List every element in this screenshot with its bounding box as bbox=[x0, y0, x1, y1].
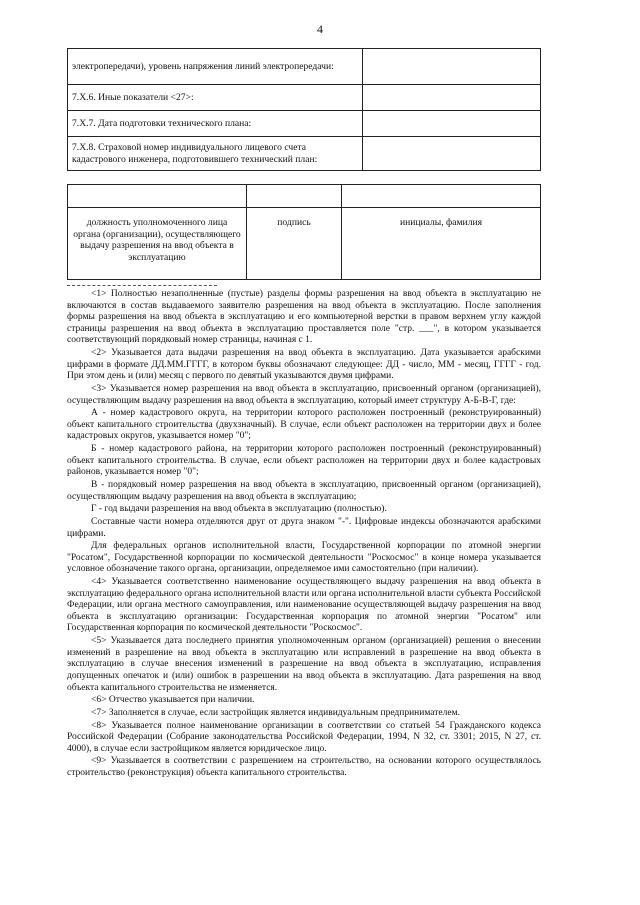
footnote: В - порядковый номер разрешения на ввод объекта в эксплуатацию, присвоенный органом (организацией), осуществляющим выдачу разрешения на ввод объекта в эксплуатацию; bbox=[67, 479, 541, 502]
footnote: Г - год выдачи разрешения на ввод объекта в эксплуатацию (полностью). bbox=[91, 504, 387, 515]
footnotes bbox=[67, 289, 541, 781]
footnote: <3> Указывается номер разрешения на ввод объекта в эксплуатацию, присвоенный органом (организацией), осуществляющим выдачу разрешения на ввод объекта в эксплуатацию, который имеет структуру А-Б-В-Г, где: bbox=[67, 383, 541, 406]
footnote: <7> Заполняется в случае, если застройщик является индивидуальным предпринимателем. bbox=[91, 707, 460, 718]
signature-table bbox=[67, 184, 541, 280]
footnote-separator bbox=[67, 285, 217, 286]
footnote: <5> Указывается дата последнего принятия уполномоченным органом (организацией) решения о внесении изменений в разрешение на ввод объекта в эксплуатацию или исправлений в разрешение на ввод объекта в эксплуатацию в случае внесения изменений в разрешение на ввод объекта в эксплуатацию, исправления допущенных опечаток и (или) ошибок в разрешении на ввод объекта в эксплуатацию. Дата разрешения на ввод объекта капитального строительства не изменяется. bbox=[67, 636, 541, 693]
technical-plan-table bbox=[67, 48, 541, 171]
table-row bbox=[68, 49, 541, 85]
row-label: 7.X.6. Иные показатели <27>: bbox=[68, 85, 363, 111]
footnote: Составные части номера отделяются друг от друга знаком "-". Цифровые индексы обозначаются арабскими цифрами. bbox=[67, 516, 541, 539]
row-value bbox=[363, 111, 541, 137]
position-label: должность уполномоченного лица органа (организации), осуществляющего выдачу разрешения на ввод объекта в эксплуатацию bbox=[68, 208, 247, 280]
footnote: <8> Указывается полное наименование организации в соответствии со статьей 54 Гражданского кодекса Российской Федерации (Собрание законодательства Российской Федерации, 1994, N 32, ст. 3301; 2015, N 27, ст. 4000), в случае если застройщиком является юридическое лицо. bbox=[67, 720, 541, 754]
footnote: <4> Указывается соответственно наименование осуществляющего выдачу разрешения на ввод объекта в эксплуатацию федерального органа исполнительной власти или органа исполнительной власти субъекта Российской Федерации, или органа местного самоуправления, или наименование осуществляющей выдачу разрешения на ввод объекта в эксплуатацию организации: Государственная корпорация по атомной энергии "Росатом" или Государственная корпорация по космической деятельности "Роскосмос". bbox=[67, 577, 541, 634]
row-value bbox=[363, 49, 541, 85]
row-value bbox=[363, 137, 541, 171]
position-blank bbox=[68, 185, 247, 208]
row-label: электропередачи), уровень напряжения линий электропередачи: bbox=[68, 49, 363, 85]
footnote: <2> Указывается дата выдачи разрешения на ввод объекта в эксплуатацию. Дата указывается арабскими цифрами в формате ДД.ММ.ГГГГ, в котором буквы обозначают следующее: ДД - число, ММ - месяц, ГГГГ - год. При этом день и (или) месяц с первого по девятый указываются двумя цифрами. bbox=[67, 348, 541, 382]
signature-blank bbox=[247, 185, 342, 208]
row-value bbox=[363, 85, 541, 111]
footnote: Б - номер кадастрового района, на территории которого расположен построенный (реконструированный) объект капитального строительства. В случае, если объект расположен на территории двух и более кадастровых районов, указывается номер "0"; bbox=[67, 444, 541, 478]
signature-blank-row bbox=[68, 185, 541, 208]
row-label: 7.X.8. Страховой номер индивидуального лицевого счета кадастрового инженера, подготовившего технический план: bbox=[68, 137, 363, 171]
name-label: инициалы, фамилия bbox=[342, 208, 541, 280]
signature-labels-row bbox=[68, 208, 541, 280]
name-blank bbox=[342, 185, 541, 208]
signature-label: подпись bbox=[247, 208, 342, 280]
table-row bbox=[68, 85, 541, 111]
footnote: А - номер кадастрового округа, на территории которого расположен построенный (реконструированный) объект капитального строительства (двухзначный). В случае, если объект расположен на территории двух и более кадастровых округов, указывается номер "0"; bbox=[67, 408, 541, 442]
footnote: <6> Отчество указывается при наличии. bbox=[91, 695, 255, 706]
page-number: 4 bbox=[317, 22, 323, 36]
footnote: Для федеральных органов исполнительной власти, Государственной корпорации по атомной энергии "Росатом", Государственной корпорации по космической деятельности "Роскосмос" в конце номера указывается условное обозначение такого органа, организации, определяемое ими самостоятельно (при наличии). bbox=[67, 541, 541, 575]
footnote: <1> Полностью незаполненные (пустые) разделы формы разрешения на ввод объекта в эксплуатацию не включаются в состав выдаваемого заявителю разрешения на ввод объекта в эксплуатацию. После заполнения формы разрешения на ввод объекта в эксплуатацию и его компьютерной верстки в правом верхнем углу каждой страницы разрешения на ввод объекта в эксплуатацию проставляется поле "стр. ___", в котором указывается соответствующий порядковый номер страницы, начиная с 1. bbox=[67, 289, 541, 346]
row-label: 7.X.7. Дата подготовки технического плана: bbox=[68, 111, 363, 137]
footnote: <9> Указывается в соответствии с разрешением на строительство, на основании которого осуществлялось строительство (реконструкция) объекта капитального строительства. bbox=[67, 756, 541, 779]
table-row bbox=[68, 111, 541, 137]
table-row bbox=[68, 137, 541, 171]
